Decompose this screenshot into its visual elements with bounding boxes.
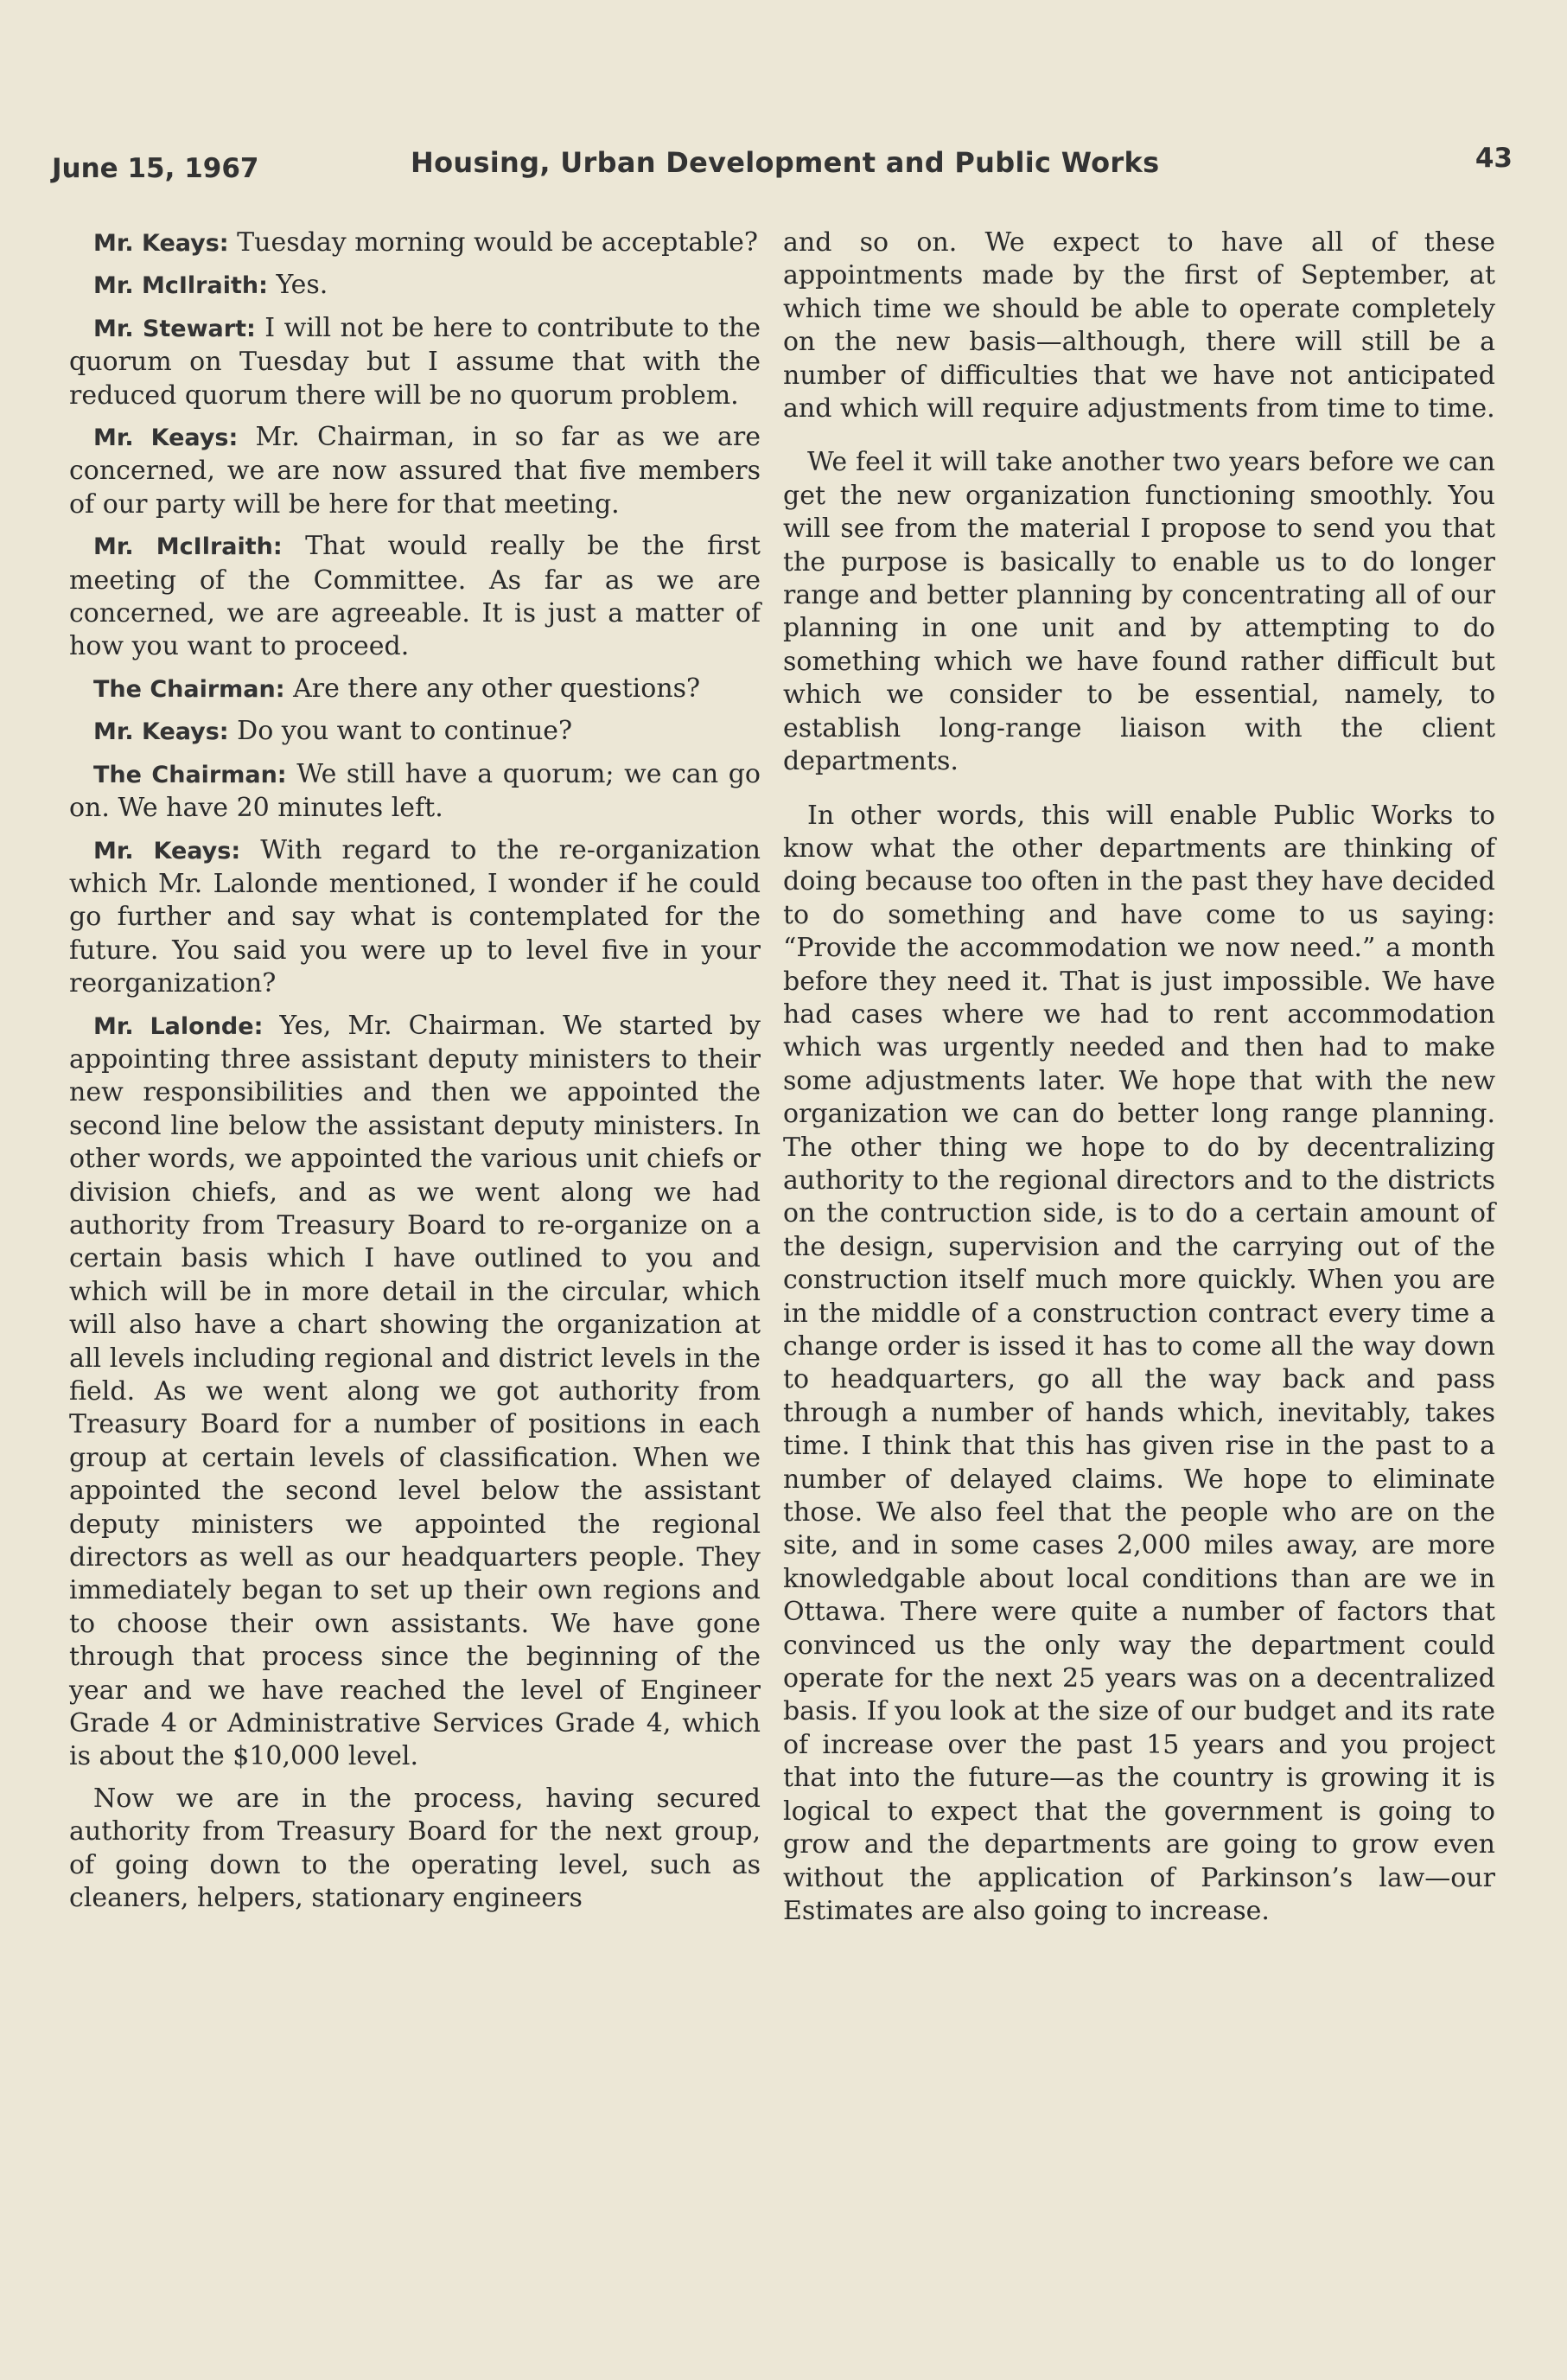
paragraph-text: In other words, this will enable Public Works to know what the other departments are thinking of doing because too often in the past they have decided to do something and have come to us saying: “Provide the accommodation we now need.” a month before they need it. That is just impossible. We have had cases where we had to rent accommodation which was urgently needed and then had to make some adjustments later. We hope that with the new organization we can do better long range planning. The other thing we hope to do by decentralizing authority to the regional directors and to the districts on the contruction side, is to do a certain amount of the design, supervision and the carrying out of the construction itself much more quickly. When you are in the middle of a construction contract every time a change order is issed it has to come all the way down to headquarters, go all the way back and pass through a number of hands which, inevitably, takes time. I think that this has given rise in the past to a number of delayed claims. We hope to eliminate those. We also feel that the people who are on the site, and in some cases 2,000 miles away, are more knowledgable about local conditions than are we in Ottawa. There were quite a number of factors that convinced us the only way the department could operate for the next 25 years was on a decentralized basis. If you look at the size of our budget and its rate of increase over the past 15 years and you project that into the future—as the country is growing it is logical to expect that the government is going to grow and the departments are going to grow even without the application of Parkinson’s law—our Estimates are also going to increase. [783, 800, 1495, 1926]
speaker-name: Mr. Stewart: [93, 315, 256, 342]
paragraph [783, 227, 1495, 425]
paragraph-text: I will not be here to contribute to the quorum on Tuesday but I assume that with the reduced quorum there will be no quorum problem. [69, 312, 761, 411]
paragraph [69, 715, 761, 749]
speaker-name: Mr. Keays: [93, 230, 229, 257]
paragraph-text: We still have a quorum; we can go on. We have 20 minutes left. [69, 758, 761, 824]
left-column [69, 227, 761, 1924]
paragraph [69, 758, 761, 826]
paragraph [69, 421, 761, 521]
paragraph [783, 446, 1495, 778]
paragraph-text: Yes, Mr. Chairman. We started by appointing three assistant deputy ministers to their new responsibilities and then we appointed the second line below the assistant deputy ministers. In other words, we appointed the various unit chiefs or division chiefs, and as we went along we had authority from Treasury Board to re-organize on a certain basis which I have outlined to you and which will be in more detail in the circular, which will also have a chart showing the organization at all levels including regional and district levels in the field. As we went along we got authority from Treasury Board for a number of positions in each group at certain levels of classification. When we appointed the second level below the assistant deputy ministers we appointed the regional directors as well as our headquarters people. They immediately began to set up their own regions and to choose their own assistants. We have gone through that process since the beginning of the year and we have reached the level of Engineer Grade 4 or Administrative Services Grade 4, which is about the $10,000 level. [69, 1010, 761, 1772]
paragraph-text: Now we are in the process, having secured authority from Treasury Board for the next group, of going down to the operating level, such as cleaners, helpers, stationary engineers [69, 1783, 761, 1914]
speaker-name: Mr. Lalonde: [93, 1012, 264, 1040]
paragraph-text: With regard to the re-organization which Mr. Lalonde mentioned, I wonder if he could go further and say what is contemplated for the future. You said you were up to level five in your reorganization? [69, 834, 761, 999]
paragraph-text: That would really be the first meeting of the Committee. As far as we are concerned, we are agreeable. It is just a matter of how you want to proceed. [69, 531, 761, 662]
speaker-name: The Chairman: [93, 761, 287, 788]
paragraph-text: Mr. Chairman, in so far as we are concerned, we are now assured that five members of our party will be here for that meeting. [69, 422, 761, 520]
header-date: June 15, 1967 [52, 153, 259, 184]
paragraph [69, 269, 761, 303]
paragraph [69, 312, 761, 412]
paragraph [69, 673, 761, 706]
paragraph-text: Yes. [276, 270, 328, 301]
paragraph-text: We feel it will take another two years before we can get the new organization functioning smoothly. You will see from the material I propose to send you that the purpose is basically to enable us to do longer range and better planning by concentrating all of our planning in one unit and by attempting to do something which we have found rather difficult but which we consider to be essential, namely, to establish long-range liaison with the client departments. [783, 447, 1495, 777]
paragraph-text: and so on. We expect to have all of these appointments made by the first of September, at which time we should be able to operate completely on the new basis—although, there will still be a number of difficulties that we have not anticipated and which will require adjustments from time to time. [783, 227, 1495, 424]
paragraph [69, 227, 761, 260]
paragraph [69, 530, 761, 664]
speaker-name: Mr. Keays: [93, 718, 229, 746]
paragraph [69, 1783, 761, 1916]
right-column [783, 227, 1495, 1949]
header-title: Housing, Urban Development and Public Works [411, 146, 1160, 179]
speaker-name: Mr. McIlraith: [93, 533, 283, 561]
speaker-name: Mr. McIlraith: [93, 272, 268, 300]
paragraph [783, 800, 1495, 1929]
paragraph-text: Are there any other questions? [293, 673, 701, 704]
paragraph [69, 1010, 761, 1774]
speaker-name: Mr. Keays: [93, 424, 239, 452]
paragraph [69, 834, 761, 1001]
speaker-name: Mr. Keays: [93, 837, 241, 865]
paragraph-text: Do you want to continue? [237, 716, 573, 747]
page-header [52, 143, 1513, 186]
page-number: 43 [1475, 143, 1513, 174]
speaker-name: The Chairman: [93, 675, 285, 703]
paragraph-text: Tuesday morning would be acceptable? [237, 227, 758, 258]
